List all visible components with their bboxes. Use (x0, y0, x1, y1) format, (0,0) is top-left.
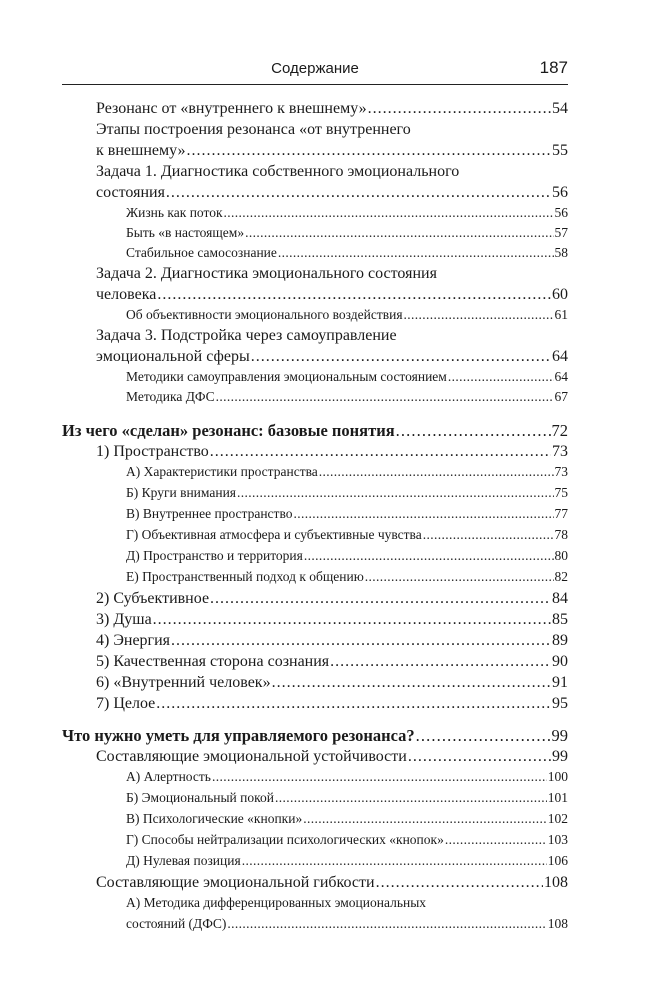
toc-section-heading: Что нужно уметь для управляемого резонанса? . . . 99 (62, 726, 568, 748)
toc-subentry: Д) Пространство и территория . . . 80 (62, 548, 568, 569)
toc-subentry: Е) Пространственный подход к общению . . . 82 (62, 569, 568, 590)
toc-subentry: Методика ДФС . . . 67 (62, 389, 568, 409)
toc-subentry: Стабильное самосознание . . . 58 (62, 245, 568, 265)
toc-entry: эмоциональной сферы . . . 64 (62, 348, 568, 369)
toc-subentry: В) Внутреннее пространство . . . 77 (62, 506, 568, 527)
toc-subentry: В) Психологические «кнопки» . . . 102 (62, 811, 568, 832)
toc-entry: Составляющие эмоциональной устойчивости . . . 99 (62, 748, 568, 769)
toc-subentry: Методики самоуправления эмоциональным состоянием . . . 64 (62, 369, 568, 389)
toc-subentry: Б) Круги внимания . . . 75 (62, 485, 568, 506)
toc-subentry: Об объективности эмоционального воздействия . . . 61 (62, 307, 568, 327)
toc-entry: Резонанс от «внутреннего к внешнему» . . . 54 (62, 100, 568, 121)
toc-subentry: Г) Способы нейтрализации психологических «кнопок» . . . 103 (62, 832, 568, 853)
toc-subentry: Г) Объективная атмосфера и субъективные чувства . . . 78 (62, 527, 568, 548)
toc-entry-line: Задача 2. Диагностика эмоционального состояния (96, 265, 437, 282)
toc-subentry: Б) Эмоциональный покой . . . 101 (62, 790, 568, 811)
toc-subentry: Д) Нулевая позиция . . . 106 (62, 853, 568, 874)
toc-entry-line: Этапы построения резонанса «от внутреннего (96, 121, 411, 138)
toc-entry: состояния . . . 56 (62, 184, 568, 205)
toc-entry: 1) Пространство . . . 73 (62, 443, 568, 464)
toc-section-heading: Из чего «сделан» резонанс: базовые понятия . . . 72 (62, 421, 568, 443)
toc-subentry: Быть «в настоящем» . . . 57 (62, 225, 568, 245)
toc-entry: к внешнему» . . . 55 (62, 142, 568, 163)
toc-subentry: состояний (ДФС) . . . 108 (62, 916, 568, 937)
toc-subentry: Жизнь как поток . . . 56 (62, 205, 568, 225)
toc-subentry: А) Алертность . . . 100 (62, 769, 568, 790)
toc-entry-line: А) Методика дифференцированных эмоциональных (126, 895, 427, 910)
toc-entry-line: Задача 1. Диагностика собственного эмоционального (96, 163, 460, 180)
toc-entry: 5) Качественная сторона сознания . . . 90 (62, 653, 568, 674)
toc-entry: 2) Субъективное . . . 84 (62, 590, 568, 611)
toc-entry-line: Задача 3. Подстройка через самоуправление (96, 327, 397, 344)
toc-entry: Составляющие эмоциональной гибкости . . . 108 (62, 874, 568, 895)
running-header (62, 56, 568, 85)
table-of-contents (62, 100, 568, 937)
toc-entry: человека . . . 60 (62, 286, 568, 307)
page-number: 187 (539, 58, 568, 77)
running-header-title: Содержание (271, 60, 359, 77)
toc-entry: 4) Энергия . . . 89 (62, 632, 568, 653)
toc-entry: 6) «Внутренний человек» . . . 91 (62, 674, 568, 695)
toc-subentry: А) Характеристики пространства . . . 73 (62, 464, 568, 485)
toc-entry: 3) Душа . . . 85 (62, 611, 568, 632)
toc-entry: 7) Целое . . . 95 (62, 695, 568, 716)
